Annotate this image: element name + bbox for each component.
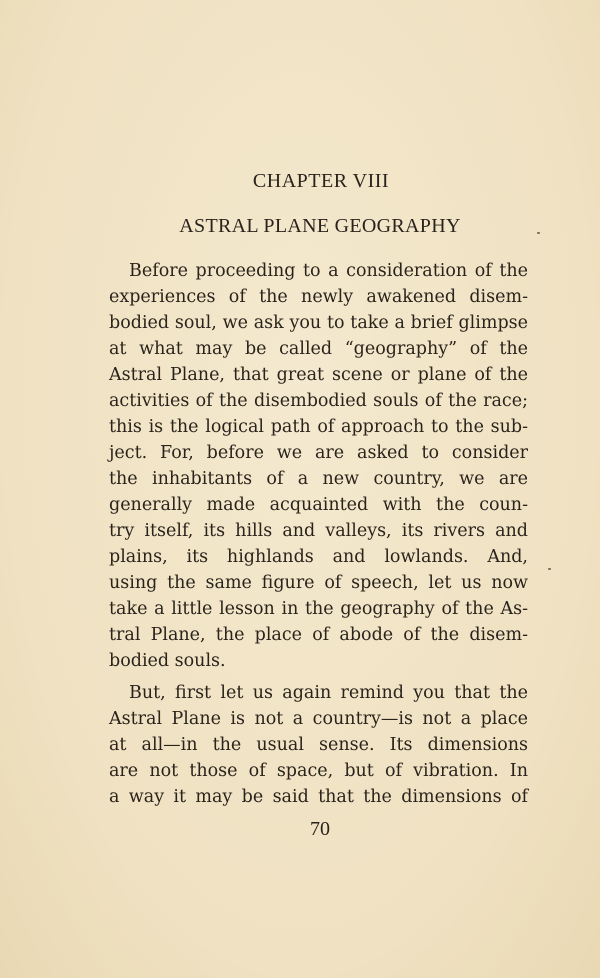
text-line: experiences of the newly awakened disem- [109,287,528,307]
text-line: try itself, its hills and valleys, its rivers and [109,521,528,541]
paper-speck [548,568,551,570]
paragraph-1 [109,258,528,674]
text-line: Astral Plane is not a country—is not a place [109,709,528,729]
page-number: 70 [310,818,330,840]
text-line: at all—in the usual sense. Its dimensions [109,735,528,755]
text-line: generally made acquainted with the coun- [109,495,528,515]
paper-speck [537,232,540,234]
text-line: are not those of space, but of vibration. In [109,761,528,781]
text-line: But, first let us again remind you that the [129,683,528,703]
text-line: the inhabitants of a new country, we are [109,469,528,489]
text-line: take a little lesson in the geography of the As- [109,599,528,619]
chapter-heading: CHAPTER VIII [252,170,390,192]
text-line: at what may be called “geography” of the [109,339,528,359]
paragraph-2 [109,680,528,810]
text-line: using the same figure of speech, let us now [109,573,528,593]
text-line: plains, its highlands and lowlands. And, [109,547,528,567]
text-line: this is the logical path of approach to the sub- [109,417,528,437]
text-line: ject. For, before we are asked to consider [109,443,528,463]
text-line: tral Plane, the place of abode of the disem- [109,625,528,645]
text-line: Before proceeding to a consideration of the [129,261,528,281]
text-line: bodied soul, we ask you to take a brief glimpse [109,313,528,333]
text-line: activities of the disembodied souls of the race; [109,391,528,411]
text-line: Astral Plane, that great scene or plane of the [109,365,528,385]
text-line: bodied souls. [109,651,226,671]
text-line: a way it may be said that the dimensions of [109,787,528,807]
chapter-title: ASTRAL PLANE GEOGRAPHY [179,215,461,237]
